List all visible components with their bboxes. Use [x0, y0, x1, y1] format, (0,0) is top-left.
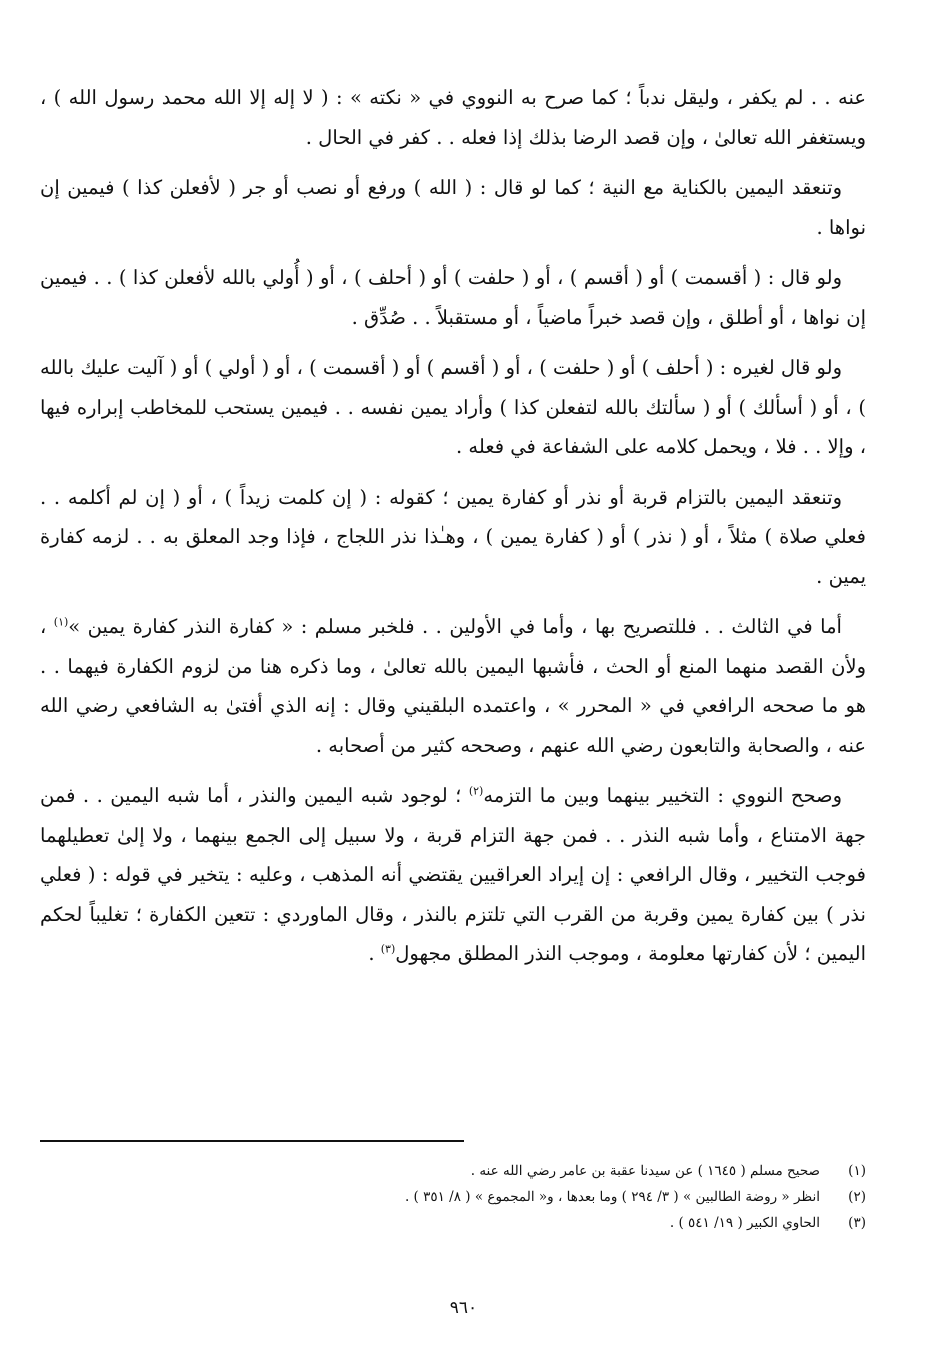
footnote-1-number: (١) [848, 1163, 866, 1179]
footnotes [40, 1158, 866, 1236]
paragraph-3-text: ولو قال : ( أقسمت ) أو ( أقسم ) ، أو ( حلفت ) أو ( أحلف ) ، أو ( أُولي بالله لأفعلن كذا ) . . فيمين إن نواها ، أو أطلق ، وإن قصد خبراً ماضياً ، أو مستقبلاً . . صُدِّق . [40, 266, 866, 329]
footnote-marker-1[interactable]: (١) [53, 615, 69, 629]
paragraph-7-text-c: . [368, 942, 381, 965]
footnote-marker-3[interactable]: (٣) [380, 942, 396, 956]
footnote-1-text: صحيح مسلم ( ١٦٤٥ ) عن سيدنا عقبة بن عامر رضي الله عنه . [470, 1163, 820, 1179]
paragraph-5 [40, 478, 866, 597]
footnote-1 [40, 1158, 866, 1184]
footnote-3 [40, 1210, 866, 1236]
paragraph-3 [40, 258, 866, 337]
footnote-marker-2[interactable]: (٢) [468, 784, 484, 798]
paragraph-7 [40, 776, 866, 974]
paragraph-7-text-a: وصحح النووي : التخيير بينهما وبين ما التزمه [483, 784, 843, 807]
paragraph-6 [40, 607, 866, 765]
footnote-3-text: الحاوي الكبير ( ١٩/ ٥٤١ ) . [669, 1215, 820, 1231]
footnote-divider [40, 1140, 464, 1142]
paragraph-6-text-a: أما في الثالث . . فللتصريح بها ، وأما في الأولين . . فلخبر مسلم : « كفارة النذر كفارة يمين » [68, 615, 842, 638]
page-number: ٩٦٠ [449, 1298, 478, 1318]
footnote-2 [40, 1184, 866, 1210]
paragraph-1-text: عنه . . لم يكفر ، وليقل ندباً ؛ كما صرح به النووي في « نكته » : ( لا إله إلا الله محمد رسول الله ) ، ويستغفر الله تعالىٰ ، وإن قصد الرضا بذلك إذا فعله . . كفر في الحال . [40, 86, 866, 149]
paragraph-4-text: ولو قال لغيره : ( أحلف ) أو ( حلفت ) ، أو ( أقسم ) أو ( أقسمت ) ، أو ( أولي ) أو ( آليت عليك بالله ) ، أو ( أسألك ) أو ( سألتك بالله لتفعلن كذا ) وأراد يمين نفسه . . فيمين يستحب للمخاطب إبراره فيها ، وإلا . . فلا ، ويحمل كلامه على الشفاعة في فعله . [40, 356, 866, 458]
paragraph-6-text-b: ، ولأن القصد منهما المنع أو الحث ، فأشبها اليمين بالله تعالىٰ ، وما ذكره هنا من لزوم الكفارة فيهما . . هو ما صححه الرافعي في « المحرر » ، واعتمده البلقيني وقال : إنه الذي أفتىٰ به الشافعي رضي الله عنه ، والصحابة والتابعون رضي الله عنهم ، وصححه كثير من أصحابه . [40, 615, 866, 757]
paragraph-2 [40, 168, 866, 247]
paragraph-4 [40, 348, 866, 467]
footnote-2-number: (٢) [848, 1189, 866, 1205]
footnote-2-text: انظر « روضة الطالبين » ( ٣/ ٢٩٤ ) وما بعدها ، و« المجموع » ( ٨/ ٣٥١ ) . [404, 1189, 820, 1205]
paragraph-7-text-b: ؛ لوجود شبه اليمين والنذر ، أما شبه اليمين . . فمن جهة الامتناع ، وأما شبه النذر . . فمن جهة التزام قربة ، ولا سبيل إلى الجمع بينهما ، ولا إلىٰ تعطيلهما فوجب التخيير ، وقال الرافعي : إن إيراد العراقيين يقتضي أنه المذهب ، وعليه : يتخير في قوله : ( فعلي نذر ) بين كفارة يمين وقربة من القرب التي تلتزم بالنذر ، وقال الماوردي : تتعين الكفارة ؛ تغليباً لحكم اليمين ؛ لأن كفارتها معلومة ، وموجب النذر المطلق مجهول [40, 784, 866, 965]
main-text [40, 78, 866, 985]
paragraph-5-text: وتنعقد اليمين بالتزام قربة أو نذر أو كفارة يمين ؛ كقوله : ( إن كلمت زيداً ) ، أو ( إن لم أكلمه . . فعلي صلاة ) مثلاً ، أو ( نذر ) أو ( كفارة يمين ) ، وهـٰذا نذر اللجاج ، فإذا وجد المعلق به . . لزمه كفارة يمين . [40, 485, 866, 588]
paragraph-1 [40, 78, 866, 157]
paragraph-2-text: وتنعقد اليمين بالكناية مع النية ؛ كما لو قال : ( الله ) ورفع أو نصب أو جر ( لأفعلن كذا ) فيمين إن نواها . [40, 176, 866, 239]
footnote-3-number: (٣) [848, 1215, 866, 1231]
